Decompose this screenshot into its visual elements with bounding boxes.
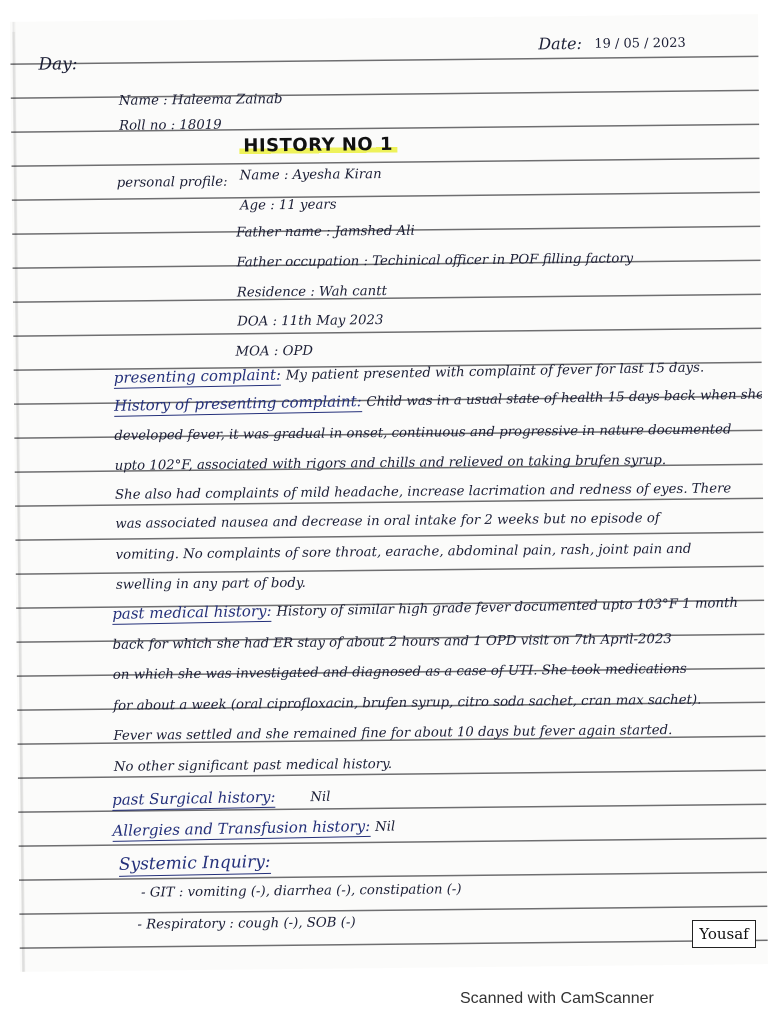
pmh-line: No other significant past medical history.	[113, 756, 393, 775]
hopc-line: was associated nausea and decrease in oral intake for 2 weeks but no episode of	[115, 511, 660, 532]
pmh-line: on which she was investigated and diagnosed as a case of UTI. She took medications	[112, 661, 687, 683]
father-occupation: Father occupation : Techinical officer in POF filling factory	[236, 251, 634, 271]
psh-value: Nil	[310, 789, 331, 806]
systemic-inquiry-label: Systemic Inquiry:	[118, 851, 271, 875]
history-title: HISTORY NO 1	[239, 136, 397, 156]
pmh-line: Fever was settled and she remained fine for about 10 days but fever again started.	[113, 723, 673, 744]
patient-name: Name : Ayesha Kiran	[239, 167, 382, 184]
personal-profile-label: personal profile:	[116, 174, 228, 191]
allergies-label: Allergies and Transfusion history:	[112, 816, 371, 840]
hopc-line: She also had complaints of mild headache, increase lacrimation and redness of eyes. There	[114, 481, 732, 503]
systemic-git: - GIT : vomiting (-), diarrhea (-), constipation (-)	[141, 882, 462, 901]
presenting-complaint-label: presenting complaint:	[113, 365, 282, 387]
hopc-line: upto 102°F, associated with rigors and chills and relieved on taking brufen syrup.	[114, 453, 667, 474]
hopc-first-line: Child was in a usual state of health 15 days back when she	[366, 387, 765, 410]
hopc-label: History of presenting complaint:	[113, 392, 362, 415]
psh-label: past Surgical history:	[111, 787, 276, 809]
hopc-line: swelling in any part of body.	[115, 575, 306, 593]
page-edge	[12, 32, 25, 972]
date-of-admission: DOA : 11th May 2023	[237, 313, 384, 330]
allergies-value: Nil	[374, 819, 396, 835]
author-roll-no: Roll no : 18019	[119, 117, 222, 134]
patient-age: Age : 11 years	[239, 197, 337, 214]
day-label: Day:	[38, 54, 78, 75]
hopc-line: vomiting. No complaints of sore throat, earache, abdominal pain, rash, joint pain and	[115, 541, 692, 563]
systemic-respiratory: - Respiratory : cough (-), SOB (-)	[137, 915, 356, 933]
pmh-line: back for which she had ER stay of about 2 hours and 1 OPD visit on 7th April-2023	[112, 632, 672, 653]
presenting-complaint-text: My patient presented with complaint of fever for last 15 days.	[285, 360, 705, 384]
notebook-page	[10, 14, 768, 972]
hopc-line: developed fever, it was gradual in onset, continuous and progressive in nature documented	[114, 422, 732, 444]
father-name: Father name : Jamshed Ali	[236, 223, 415, 241]
mode-of-admission: MOA : OPD	[235, 343, 314, 360]
pmh-label: past medical history:	[112, 601, 272, 623]
date-label: Date:	[538, 33, 583, 54]
name-stamp: Yousaf	[692, 920, 756, 948]
residence: Residence : Wah cantt	[236, 283, 387, 301]
author-name: Name : Haleema Zainab	[118, 92, 283, 109]
date-value: 19 / 05 / 2023	[594, 35, 686, 52]
pmh-first-line: History of similar high grade fever documented upto 103°F 1 month	[276, 595, 739, 620]
scanner-watermark: Scanned with CamScanner	[460, 990, 654, 1007]
pmh-line: for about a week (oral ciprofloxacin, brufen syrup, citro soda sachet, cran max sachet).	[113, 692, 702, 714]
